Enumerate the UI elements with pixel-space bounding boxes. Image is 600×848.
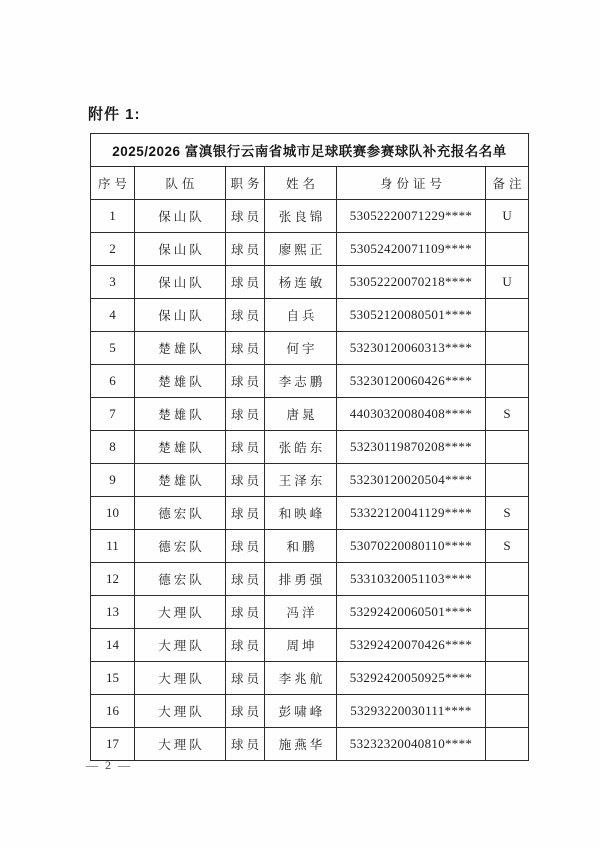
- table-cell: 大理队: [135, 728, 226, 761]
- table-row: [91, 266, 529, 299]
- table-cell: 2: [91, 233, 135, 266]
- table-row: [91, 497, 529, 530]
- table-cell: [486, 695, 529, 728]
- table-cell: [486, 365, 529, 398]
- table-cell: 53052220070218****: [337, 266, 486, 299]
- table-cell: 球员: [226, 728, 265, 761]
- table-cell: 球员: [226, 200, 265, 233]
- table-cell: 张皓东: [265, 431, 337, 464]
- table-cell: 球员: [226, 233, 265, 266]
- table-cell: S: [486, 530, 529, 563]
- header-row: [91, 167, 529, 200]
- table-row: [91, 200, 529, 233]
- table-cell: 球员: [226, 662, 265, 695]
- table-cell: 施燕华: [265, 728, 337, 761]
- table-cell: 彭啸峰: [265, 695, 337, 728]
- table-title: 2025/2026 富滇银行云南省城市足球联赛参赛球队补充报名名单: [91, 134, 529, 167]
- table-cell: 排勇强: [265, 563, 337, 596]
- table-cell: 16: [91, 695, 135, 728]
- table-cell: 14: [91, 629, 135, 662]
- table-cell: 廖熙正: [265, 233, 337, 266]
- table-cell: [486, 728, 529, 761]
- table-cell: [486, 662, 529, 695]
- table-cell: 何宇: [265, 332, 337, 365]
- roster-table: [90, 133, 529, 761]
- table-cell: 球员: [226, 563, 265, 596]
- table-row: [91, 299, 529, 332]
- table-cell: 8: [91, 431, 135, 464]
- table-cell: 大理队: [135, 629, 226, 662]
- table-cell: 球员: [226, 530, 265, 563]
- table-cell: 53230119870208****: [337, 431, 486, 464]
- table-cell: [486, 332, 529, 365]
- title-row: [91, 134, 529, 167]
- table-cell: 53052420071109****: [337, 233, 486, 266]
- table-cell: 楚雄队: [135, 431, 226, 464]
- table-row: [91, 695, 529, 728]
- table-cell: 7: [91, 398, 135, 431]
- table-cell: 53232320040810****: [337, 728, 486, 761]
- table-row: [91, 365, 529, 398]
- table-cell: 唐晁: [265, 398, 337, 431]
- table-cell: 大理队: [135, 596, 226, 629]
- table-cell: 53292420050925****: [337, 662, 486, 695]
- table-cell: 德宏队: [135, 497, 226, 530]
- table-cell: 李志鹏: [265, 365, 337, 398]
- column-header-4: 身份证号: [337, 167, 486, 200]
- table-cell: 楚雄队: [135, 464, 226, 497]
- table-cell: 王泽东: [265, 464, 337, 497]
- table-cell: 53293220030111****: [337, 695, 486, 728]
- attachment-label: 附件 1:: [88, 106, 141, 123]
- table-cell: 17: [91, 728, 135, 761]
- table-cell: 和鹏: [265, 530, 337, 563]
- table-cell: 球员: [226, 431, 265, 464]
- table-cell: 9: [91, 464, 135, 497]
- table-cell: 3: [91, 266, 135, 299]
- table-cell: 球员: [226, 497, 265, 530]
- table-cell: 53052120080501****: [337, 299, 486, 332]
- table-row: [91, 530, 529, 563]
- table-cell: 11: [91, 530, 135, 563]
- table-cell: 楚雄队: [135, 398, 226, 431]
- table-cell: 大理队: [135, 662, 226, 695]
- column-header-5: 备注: [486, 167, 529, 200]
- table-cell: 53230120060313****: [337, 332, 486, 365]
- table-cell: 球员: [226, 332, 265, 365]
- table-cell: 53052220071229****: [337, 200, 486, 233]
- table-row: [91, 332, 529, 365]
- table-cell: 1: [91, 200, 135, 233]
- table-body: [91, 200, 529, 761]
- table-cell: 12: [91, 563, 135, 596]
- table-row: [91, 431, 529, 464]
- column-header-2: 职务: [226, 167, 265, 200]
- table-cell: 10: [91, 497, 135, 530]
- table-row: [91, 596, 529, 629]
- table-cell: [486, 299, 529, 332]
- table-cell: 球员: [226, 464, 265, 497]
- table-cell: 冯洋: [265, 596, 337, 629]
- table-cell: 李兆航: [265, 662, 337, 695]
- table-cell: 球员: [226, 398, 265, 431]
- table-row: [91, 398, 529, 431]
- table-cell: 53070220080110****: [337, 530, 486, 563]
- table-cell: [486, 431, 529, 464]
- table-cell: 44030320080408****: [337, 398, 486, 431]
- table-cell: 4: [91, 299, 135, 332]
- table-cell: 15: [91, 662, 135, 695]
- table-cell: 大理队: [135, 695, 226, 728]
- table-cell: 53292420060501****: [337, 596, 486, 629]
- table-cell: 保山队: [135, 233, 226, 266]
- table-cell: 5: [91, 332, 135, 365]
- table-cell: 杨连敏: [265, 266, 337, 299]
- table-cell: 保山队: [135, 200, 226, 233]
- table-cell: 13: [91, 596, 135, 629]
- table-cell: 53292420070426****: [337, 629, 486, 662]
- table-cell: [486, 563, 529, 596]
- table-cell: U: [486, 266, 529, 299]
- table-cell: [486, 233, 529, 266]
- table-cell: 自兵: [265, 299, 337, 332]
- table-row: [91, 563, 529, 596]
- table-cell: 楚雄队: [135, 332, 226, 365]
- table-cell: U: [486, 200, 529, 233]
- table-cell: 德宏队: [135, 530, 226, 563]
- column-header-3: 姓名: [265, 167, 337, 200]
- table-row: [91, 662, 529, 695]
- table-cell: 6: [91, 365, 135, 398]
- column-header-0: 序号: [91, 167, 135, 200]
- table-cell: 53322120041129****: [337, 497, 486, 530]
- table-cell: 53230120020504****: [337, 464, 486, 497]
- table-cell: [486, 596, 529, 629]
- table-row: [91, 629, 529, 662]
- table-row: [91, 728, 529, 761]
- table-cell: S: [486, 497, 529, 530]
- table-cell: 德宏队: [135, 563, 226, 596]
- table-cell: 球员: [226, 266, 265, 299]
- table-cell: 张良锦: [265, 200, 337, 233]
- table-cell: 周坤: [265, 629, 337, 662]
- table-cell: 球员: [226, 365, 265, 398]
- table-cell: 53310320051103****: [337, 563, 486, 596]
- page-number: — 2 —: [86, 758, 132, 772]
- table-cell: 球员: [226, 695, 265, 728]
- table-cell: 球员: [226, 299, 265, 332]
- table-cell: S: [486, 398, 529, 431]
- table-row: [91, 233, 529, 266]
- table-cell: [486, 629, 529, 662]
- table-cell: 和映峰: [265, 497, 337, 530]
- table-row: [91, 464, 529, 497]
- table-cell: 球员: [226, 629, 265, 662]
- table-cell: 楚雄队: [135, 365, 226, 398]
- table-cell: 球员: [226, 596, 265, 629]
- table-cell: 保山队: [135, 266, 226, 299]
- table-cell: 53230120060426****: [337, 365, 486, 398]
- table-cell: 保山队: [135, 299, 226, 332]
- column-header-1: 队伍: [135, 167, 226, 200]
- table-cell: [486, 464, 529, 497]
